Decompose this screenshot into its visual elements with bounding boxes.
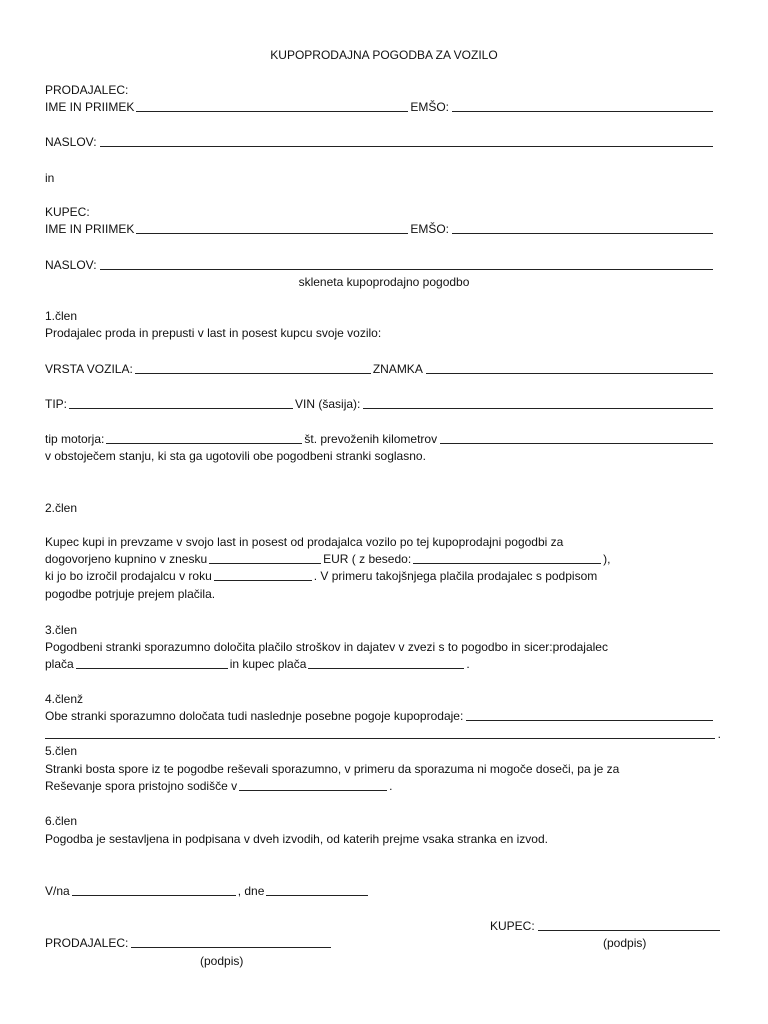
art6-text-1: Pogodba je sestavljena in podpisana v dveh izvodih, od katerih prejme vsaka stranka en izvod. <box>45 832 548 846</box>
buyer-address-line <box>45 257 716 273</box>
conjunction: in <box>45 171 55 185</box>
buyer-heading-line <box>45 204 716 220</box>
art2-heading: 2.člen <box>45 501 78 515</box>
buyer-signature-caption: (podpis) <box>603 936 647 950</box>
type-label: TIP: <box>45 397 68 411</box>
buyer-address-label: NASLOV: <box>45 258 97 272</box>
price-words-field[interactable] <box>413 563 601 564</box>
seller-emso-label: EMŠO: <box>410 100 450 114</box>
art3-heading-line <box>45 622 716 638</box>
buyer-sign-label: KUPEC: <box>490 919 535 933</box>
art4-end: . <box>717 727 721 741</box>
brand-field[interactable] <box>426 373 713 374</box>
art2-line4 <box>45 586 716 602</box>
buyer-name-line <box>45 221 716 237</box>
art5-text-2b: . <box>389 779 393 793</box>
art5-line2 <box>45 778 716 794</box>
art3-text-1: Pogodbeni stranki sporazumno določita plačilo stroškov in dajatev v zvezi s to pogodbo in sicer:prodajalec <box>45 640 608 654</box>
art4-line1 <box>45 708 716 724</box>
seller-pays-field[interactable] <box>76 668 228 669</box>
art3-line2 <box>45 656 716 672</box>
art2-text-4: pogodbe potrjuje prejem plačila. <box>45 587 216 601</box>
art3-text-2b: in kupec plača <box>229 657 307 671</box>
place-field[interactable] <box>72 895 236 896</box>
art3-line1 <box>45 639 716 655</box>
seller-signature-field[interactable] <box>131 947 331 948</box>
buyer-emso-label: EMŠO: <box>410 222 450 236</box>
engine-field[interactable] <box>106 443 302 444</box>
seller-heading-line <box>45 82 716 98</box>
art3-text-2c: . <box>466 657 470 671</box>
seller-signature-line <box>45 935 331 951</box>
buyer-heading: KUPEC: <box>45 205 90 219</box>
vehicle-type-field[interactable] <box>135 373 371 374</box>
vehicle-type-line <box>45 361 716 377</box>
art2-line3 <box>45 568 716 584</box>
vin-label: VIN (šasija): <box>295 397 361 411</box>
seller-address-line <box>45 134 716 150</box>
art2-line2 <box>45 551 716 567</box>
buyer-signature-line <box>490 918 720 934</box>
art5-heading-line <box>45 743 716 759</box>
art5-line1 <box>45 761 716 777</box>
art2-text-2c: ), <box>603 552 611 566</box>
art2-text-3b: . V primeru takojšnjega plačila prodajalec s podpisom <box>313 569 598 583</box>
seller-emso-field[interactable] <box>452 111 713 112</box>
buyer-address-field[interactable] <box>100 269 713 270</box>
date-field[interactable] <box>266 895 368 896</box>
document-title: KUPOPRODAJNA POGODBA ZA VOZILO <box>270 48 498 62</box>
buyer-name-label: IME IN PRIIMEK <box>45 222 135 236</box>
art1-text-line <box>45 325 716 341</box>
art3-heading: 3.člen <box>45 623 78 637</box>
condition-text: v obstoječem stanju, ki sta ga ugotovili obe pogodbeni stranki soglasno. <box>45 449 426 463</box>
seller-signature-caption: (podpis) <box>200 954 244 968</box>
art2-text-2b: EUR ( z besedo: <box>323 552 412 566</box>
art1-text: Prodajalec proda in prepusti v last in posest kupcu svoje vozilo: <box>45 326 382 340</box>
art6-heading: 6.člen <box>45 814 78 828</box>
seller-address-field[interactable] <box>100 146 713 147</box>
art3-text-2a: plača <box>45 657 74 671</box>
art4-heading-line <box>45 691 716 707</box>
place-label: V/na <box>45 884 70 898</box>
buyer-emso-field[interactable] <box>452 233 713 234</box>
special-conditions-field-2[interactable] <box>45 738 715 739</box>
payment-deadline-field[interactable] <box>214 580 312 581</box>
art2-text-2a: dogovorjeno kupnino v znesku <box>45 552 208 566</box>
art6-heading-line <box>45 813 716 829</box>
art1-heading: 1.člen <box>45 309 78 323</box>
art5-text-1: Stranki bosta spore iz te pogodbe reševali sporazumno, v primeru da sporazuma ni mogoče doseči, pa je za <box>45 762 620 776</box>
engine-label: tip motorja: <box>45 432 105 446</box>
place-date-line <box>45 883 716 899</box>
art2-heading-line <box>45 500 716 516</box>
art5-heading: 5.člen <box>45 744 78 758</box>
court-field[interactable] <box>239 790 387 791</box>
art2-line1 <box>45 534 716 550</box>
art2-text-1: Kupec kupi in prevzame v svojo last in posest od prodajalca vozilo po tej kupoprodajni pogodbi za <box>45 535 564 549</box>
date-label: , dne <box>237 884 265 898</box>
art4-text-1: Obe stranki sporazumno določata tudi naslednje posebne pogoje kupoprodaje: <box>45 709 464 723</box>
buyer-name-field[interactable] <box>136 233 408 234</box>
seller-name-label: IME IN PRIIMEK <box>45 100 135 114</box>
art4-heading: 4.členž <box>45 692 84 706</box>
km-label: št. prevoženih kilometrov <box>304 432 438 446</box>
art5-text-2a: Reševanje spora pristojno sodišče v <box>45 779 238 793</box>
vin-field[interactable] <box>363 408 713 409</box>
conjunction-line <box>45 170 716 186</box>
engine-km-line <box>45 431 716 447</box>
buyer-signature-field[interactable] <box>538 930 720 931</box>
type-vin-line <box>45 396 716 412</box>
seller-sign-label: PRODAJALEC: <box>45 936 129 950</box>
special-conditions-field[interactable] <box>466 720 713 721</box>
km-field[interactable] <box>440 443 713 444</box>
seller-name-line <box>45 99 716 115</box>
seller-address-label: NASLOV: <box>45 135 97 149</box>
brand-label: ZNAMKA <box>372 362 423 376</box>
type-field[interactable] <box>69 408 293 409</box>
seller-name-field[interactable] <box>136 111 408 112</box>
buyer-pays-field[interactable] <box>308 668 464 669</box>
vehicle-type-label: VRSTA VOZILA: <box>45 362 133 376</box>
art4-line2 <box>45 726 721 742</box>
price-amount-field[interactable] <box>209 563 321 564</box>
concluded-text: skleneta kupoprodajno pogodbo <box>298 275 470 289</box>
art2-text-3a: ki jo bo izročil prodajalcu v roku <box>45 569 212 583</box>
art1-heading-line <box>45 308 716 324</box>
condition-line <box>45 448 716 464</box>
art6-line1 <box>45 831 716 847</box>
seller-heading: PRODAJALEC: <box>45 83 129 97</box>
